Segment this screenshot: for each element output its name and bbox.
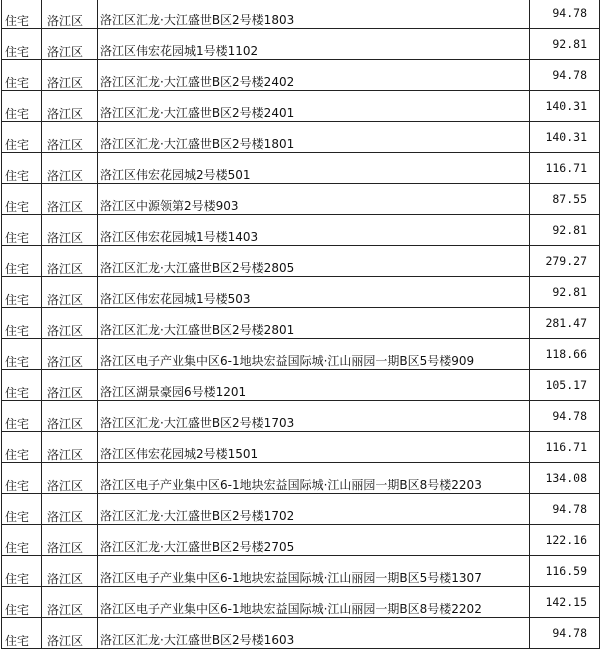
area-cell: 116.59	[530, 556, 600, 587]
table-row	[2, 401, 600, 432]
area-cell: 122.16	[530, 525, 600, 556]
table-row	[2, 184, 600, 215]
table-row	[2, 60, 600, 91]
address-cell: 洛江区伟宏花园城2号楼1501	[98, 432, 530, 463]
table-row	[2, 556, 600, 587]
address-cell: 洛江区汇龙·大江盛世B区2号楼2801	[98, 308, 530, 339]
district-cell: 洛江区	[42, 153, 98, 184]
property-type-cell: 住宅	[2, 556, 42, 587]
district-cell: 洛江区	[42, 0, 98, 29]
address-cell: 洛江区电子产业集中区6-1地块宏益国际城·江山丽园一期B区5号楼1307	[98, 556, 530, 587]
table-row	[2, 494, 600, 525]
address-cell: 洛江区湖景豪园6号楼1201	[98, 370, 530, 401]
district-cell: 洛江区	[42, 29, 98, 60]
area-cell: 87.55	[530, 184, 600, 215]
table-row	[2, 432, 600, 463]
area-cell: 142.15	[530, 587, 600, 618]
area-cell: 94.78	[530, 401, 600, 432]
table-row	[2, 618, 600, 649]
property-type-cell: 住宅	[2, 91, 42, 122]
area-cell: 92.81	[530, 29, 600, 60]
district-cell: 洛江区	[42, 587, 98, 618]
area-cell: 92.81	[530, 215, 600, 246]
table-row	[2, 308, 600, 339]
table-row	[2, 463, 600, 494]
area-cell: 105.17	[530, 370, 600, 401]
table-row	[2, 277, 600, 308]
district-cell: 洛江区	[42, 463, 98, 494]
address-cell: 洛江区汇龙·大江盛世B区2号楼2402	[98, 60, 530, 91]
area-cell: 94.78	[530, 494, 600, 525]
district-cell: 洛江区	[42, 215, 98, 246]
property-type-cell: 住宅	[2, 153, 42, 184]
district-cell: 洛江区	[42, 525, 98, 556]
area-cell: 116.71	[530, 153, 600, 184]
district-cell: 洛江区	[42, 401, 98, 432]
property-type-cell: 住宅	[2, 246, 42, 277]
table-row	[2, 215, 600, 246]
address-cell: 洛江区汇龙·大江盛世B区2号楼2401	[98, 91, 530, 122]
district-cell: 洛江区	[42, 246, 98, 277]
property-type-cell: 住宅	[2, 215, 42, 246]
district-cell: 洛江区	[42, 60, 98, 91]
table-row	[2, 246, 600, 277]
district-cell: 洛江区	[42, 339, 98, 370]
table-row	[2, 525, 600, 556]
table-row	[2, 29, 600, 60]
address-cell: 洛江区电子产业集中区6-1地块宏益国际城·江山丽园一期B区8号楼2202	[98, 587, 530, 618]
property-table	[1, 0, 600, 649]
property-type-cell: 住宅	[2, 0, 42, 29]
area-cell: 140.31	[530, 91, 600, 122]
area-cell: 279.27	[530, 246, 600, 277]
table-row	[2, 587, 600, 618]
address-cell: 洛江区电子产业集中区6-1地块宏益国际城·江山丽园一期B区5号楼909	[98, 339, 530, 370]
district-cell: 洛江区	[42, 618, 98, 649]
property-type-cell: 住宅	[2, 463, 42, 494]
table-row	[2, 0, 600, 29]
area-cell: 94.78	[530, 0, 600, 29]
property-type-cell: 住宅	[2, 587, 42, 618]
district-cell: 洛江区	[42, 308, 98, 339]
district-cell: 洛江区	[42, 556, 98, 587]
property-type-cell: 住宅	[2, 432, 42, 463]
address-cell: 洛江区汇龙·大江盛世B区2号楼1702	[98, 494, 530, 525]
address-cell: 洛江区汇龙·大江盛世B区2号楼2805	[98, 246, 530, 277]
area-cell: 92.81	[530, 277, 600, 308]
address-cell: 洛江区伟宏花园城1号楼1102	[98, 29, 530, 60]
property-type-cell: 住宅	[2, 122, 42, 153]
property-type-cell: 住宅	[2, 494, 42, 525]
property-type-cell: 住宅	[2, 401, 42, 432]
table-row	[2, 122, 600, 153]
property-type-cell: 住宅	[2, 184, 42, 215]
property-type-cell: 住宅	[2, 277, 42, 308]
area-cell: 94.78	[530, 60, 600, 91]
property-type-cell: 住宅	[2, 29, 42, 60]
address-cell: 洛江区中源领第2号楼903	[98, 184, 530, 215]
area-cell: 118.66	[530, 339, 600, 370]
address-cell: 洛江区伟宏花园城1号楼1403	[98, 215, 530, 246]
district-cell: 洛江区	[42, 370, 98, 401]
property-table-body	[2, 0, 600, 649]
property-type-cell: 住宅	[2, 618, 42, 649]
area-cell: 134.08	[530, 463, 600, 494]
district-cell: 洛江区	[42, 122, 98, 153]
table-row	[2, 91, 600, 122]
property-type-cell: 住宅	[2, 370, 42, 401]
property-type-cell: 住宅	[2, 525, 42, 556]
area-cell: 281.47	[530, 308, 600, 339]
address-cell: 洛江区汇龙·大江盛世B区2号楼1803	[98, 0, 530, 29]
address-cell: 洛江区汇龙·大江盛世B区2号楼2705	[98, 525, 530, 556]
district-cell: 洛江区	[42, 91, 98, 122]
address-cell: 洛江区伟宏花园城1号楼503	[98, 277, 530, 308]
table-row	[2, 153, 600, 184]
address-cell: 洛江区汇龙·大江盛世B区2号楼1801	[98, 122, 530, 153]
property-type-cell: 住宅	[2, 308, 42, 339]
property-type-cell: 住宅	[2, 60, 42, 91]
address-cell: 洛江区汇龙·大江盛世B区2号楼1603	[98, 618, 530, 649]
address-cell: 洛江区汇龙·大江盛世B区2号楼1703	[98, 401, 530, 432]
district-cell: 洛江区	[42, 432, 98, 463]
district-cell: 洛江区	[42, 277, 98, 308]
area-cell: 140.31	[530, 122, 600, 153]
district-cell: 洛江区	[42, 184, 98, 215]
area-cell: 116.71	[530, 432, 600, 463]
table-row	[2, 370, 600, 401]
address-cell: 洛江区电子产业集中区6-1地块宏益国际城·江山丽园一期B区8号楼2203	[98, 463, 530, 494]
area-cell: 94.78	[530, 618, 600, 649]
district-cell: 洛江区	[42, 494, 98, 525]
table-row	[2, 339, 600, 370]
property-type-cell: 住宅	[2, 339, 42, 370]
address-cell: 洛江区伟宏花园城2号楼501	[98, 153, 530, 184]
